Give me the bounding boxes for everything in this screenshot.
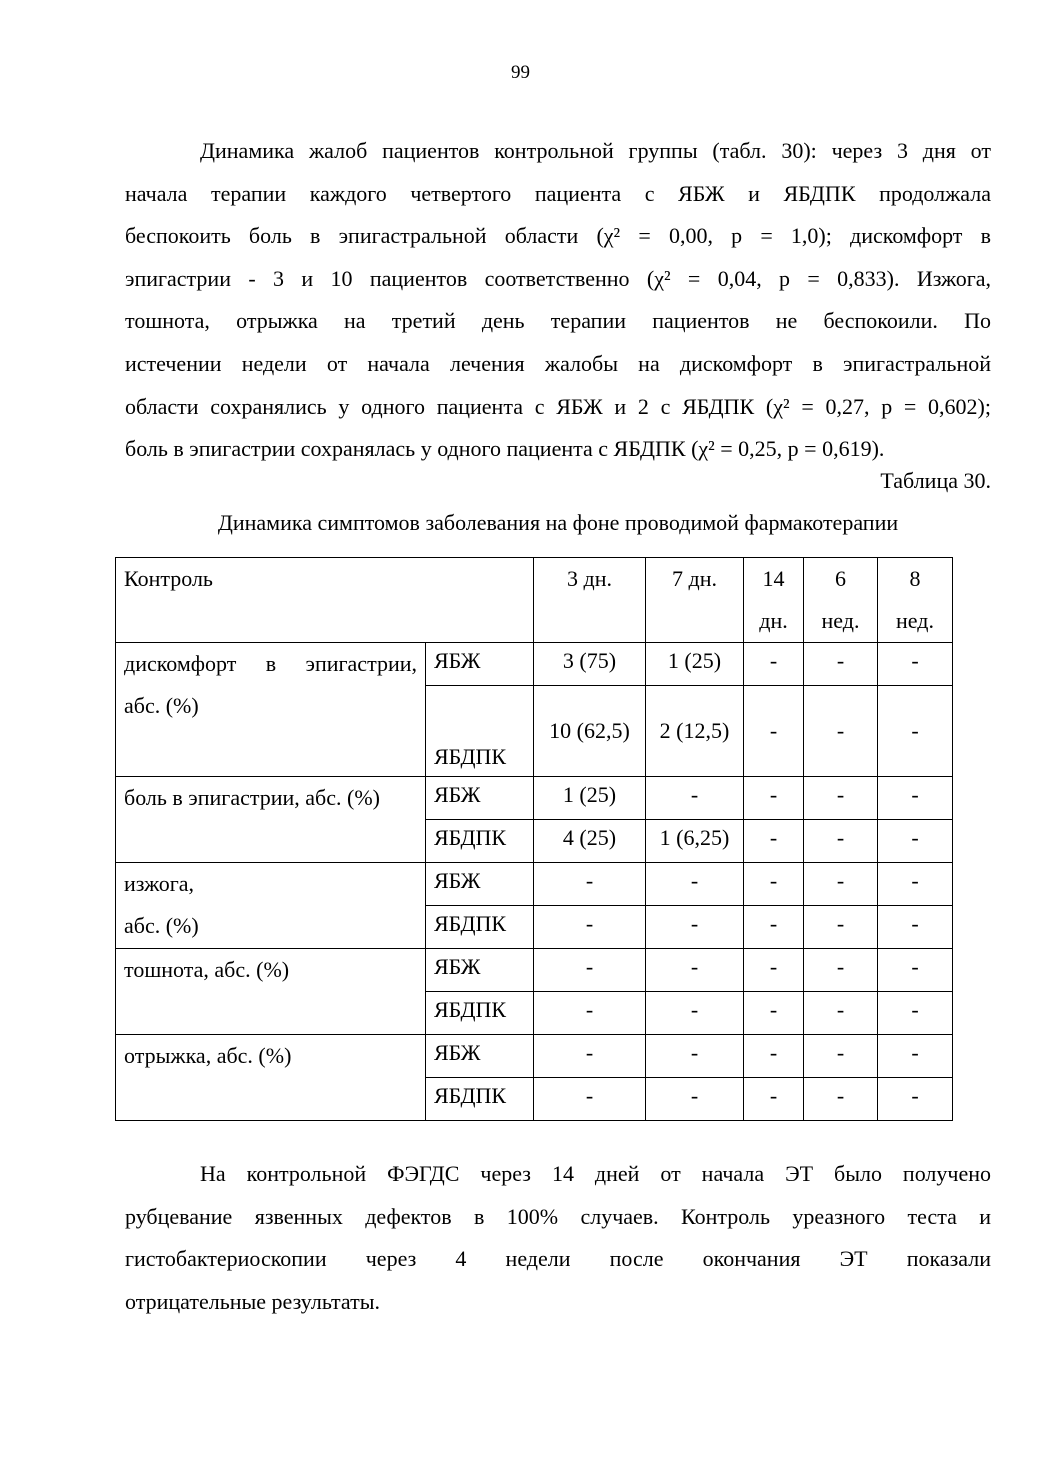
value-cell: - — [878, 992, 953, 1035]
header-cell — [534, 558, 646, 643]
paragraph-line: области сохранялись у одного пациента с ЯБЖ и 2 с ЯБДПК (χ² = 0,27, p = 0,602); — [125, 393, 991, 419]
value-cell: - — [646, 949, 744, 992]
value-cell: - — [744, 643, 804, 686]
header-cell — [744, 558, 804, 643]
value-cell: - — [804, 992, 878, 1035]
table-row — [116, 643, 953, 686]
paragraph-line: На контрольной ФЭГДС через 14 дней от начала ЭТ было получено — [200, 1161, 991, 1186]
value-cell: - — [534, 992, 646, 1035]
value-cell: - — [878, 643, 953, 686]
group-label-cell — [116, 643, 426, 777]
subgroup-cell: ЯБДПК — [426, 906, 534, 949]
value-cell: - — [646, 1035, 744, 1078]
subgroup-cell: ЯБДПК — [426, 1078, 534, 1121]
paragraph-line: Динамика жалоб пациентов контрольной группы (табл. 30): через 3 дня от — [200, 138, 991, 163]
page-number: 99 — [511, 62, 530, 83]
subgroup-cell: ЯБДПК — [426, 992, 534, 1035]
value-cell: - — [878, 949, 953, 992]
subgroup-cell: ЯБДПК — [426, 686, 534, 777]
table-label: Таблица 30. — [880, 468, 991, 493]
value-cell: - — [744, 863, 804, 906]
value-cell: 1 (25) — [646, 643, 744, 686]
value-cell: - — [646, 906, 744, 949]
value-cell: - — [878, 777, 953, 820]
value-cell: - — [744, 820, 804, 863]
value-cell: - — [744, 1035, 804, 1078]
paragraph-line: рубцевание язвенных дефектов в 100% случаев. Контроль уреазного теста и — [125, 1203, 991, 1229]
subgroup-cell: ЯБЖ — [426, 949, 534, 992]
paragraph-line: беспокоить боль в эпигастральной области (χ² = 0,00, p = 1,0); дискомфорт в — [125, 223, 991, 249]
group-label-line: абс. (%) — [124, 913, 199, 938]
table-row — [116, 949, 953, 992]
value-cell: - — [804, 949, 878, 992]
value-cell: - — [804, 777, 878, 820]
group-label-line: дискомфорт в эпигастрии, — [124, 651, 417, 676]
value-cell: - — [878, 863, 953, 906]
value-cell: - — [804, 863, 878, 906]
value-cell: - — [878, 1078, 953, 1121]
header-line: 7 дн. — [672, 566, 717, 591]
paragraph-1 — [125, 130, 991, 471]
paragraph-line: тошнота, отрыжка на третий день терапии пациентов не беспокоили. По — [125, 308, 991, 334]
value-cell: - — [646, 863, 744, 906]
value-cell: - — [744, 906, 804, 949]
subgroup-cell: ЯБЖ — [426, 1035, 534, 1078]
paragraph-line: боль в эпигастрии сохранялась у одного пациента с ЯБДПК (χ² = 0,25, p = 0,619). — [125, 436, 885, 462]
value-cell: 1 (6,25) — [646, 820, 744, 863]
header-line: нед. — [821, 608, 860, 633]
symptoms-table — [115, 557, 953, 1121]
table-row — [116, 863, 953, 906]
value-cell: - — [534, 949, 646, 992]
value-cell: 10 (62,5) — [534, 686, 646, 777]
value-cell: - — [646, 992, 744, 1035]
value-cell: - — [804, 1078, 878, 1121]
header-line: 3 дн. — [567, 566, 612, 591]
table-header-row — [116, 558, 953, 643]
value-cell: - — [804, 906, 878, 949]
header-cell: Контроль — [116, 558, 534, 643]
value-cell: - — [804, 1035, 878, 1078]
header-line: 14 — [762, 566, 785, 591]
value-cell: 1 (25) — [534, 777, 646, 820]
value-cell: 2 (12,5) — [646, 686, 744, 777]
group-label-cell — [116, 863, 426, 949]
value-cell: - — [878, 820, 953, 863]
group-label-line: изжога, — [124, 871, 195, 896]
subgroup-cell: ЯБЖ — [426, 777, 534, 820]
value-cell: - — [744, 686, 804, 777]
subgroup-cell: ЯБЖ — [426, 863, 534, 906]
value-cell: - — [804, 686, 878, 777]
header-cell — [878, 558, 953, 643]
value-cell: - — [804, 820, 878, 863]
paragraph-line: гистобактериоскопии через 4 недели после окончания ЭТ показали — [125, 1246, 991, 1272]
table-title: Динамика симптомов заболевания на фоне проводимой фармакотерапии — [217, 510, 899, 535]
group-label-cell: боль в эпигастрии, абс. (%) — [116, 777, 426, 863]
value-cell: - — [534, 1078, 646, 1121]
value-cell: 3 (75) — [534, 643, 646, 686]
value-cell: - — [804, 643, 878, 686]
group-label-cell: тошнота, абс. (%) — [116, 949, 426, 1035]
paragraph-line: отрицательные результаты. — [125, 1288, 380, 1314]
value-cell: - — [878, 906, 953, 949]
value-cell: - — [646, 777, 744, 820]
table-row — [116, 1035, 953, 1078]
value-cell: - — [878, 1035, 953, 1078]
table-row — [116, 777, 953, 820]
subgroup-cell: ЯБДПК — [426, 820, 534, 863]
header-line: дн. — [759, 608, 788, 633]
header-cell — [804, 558, 878, 643]
paragraph-2 — [125, 1153, 991, 1323]
paragraph-line: начала терапии каждого четвертого пациента с ЯБЖ и ЯБДПК продолжала — [125, 180, 991, 206]
paragraph-line: истечении недели от начала лечения жалобы на дискомфорт в эпигастральной — [125, 350, 991, 376]
value-cell: 4 (25) — [534, 820, 646, 863]
value-cell: - — [744, 777, 804, 820]
header-line: 8 — [909, 566, 921, 591]
group-label-cell: отрыжка, абс. (%) — [116, 1035, 426, 1121]
value-cell: - — [534, 863, 646, 906]
header-line: 6 — [835, 566, 846, 591]
value-cell: - — [744, 949, 804, 992]
value-cell: - — [646, 1078, 744, 1121]
value-cell: - — [744, 1078, 804, 1121]
value-cell: - — [878, 686, 953, 777]
value-cell: - — [534, 906, 646, 949]
subgroup-cell: ЯБЖ — [426, 643, 534, 686]
header-cell — [646, 558, 744, 643]
value-cell: - — [534, 1035, 646, 1078]
paragraph-line: эпигастрии - 3 и 10 пациентов соответственно (χ² = 0,04, p = 0,833). Изжога, — [125, 265, 991, 291]
header-line: нед. — [896, 608, 934, 633]
group-label-line: абс. (%) — [124, 693, 199, 718]
value-cell: - — [744, 992, 804, 1035]
